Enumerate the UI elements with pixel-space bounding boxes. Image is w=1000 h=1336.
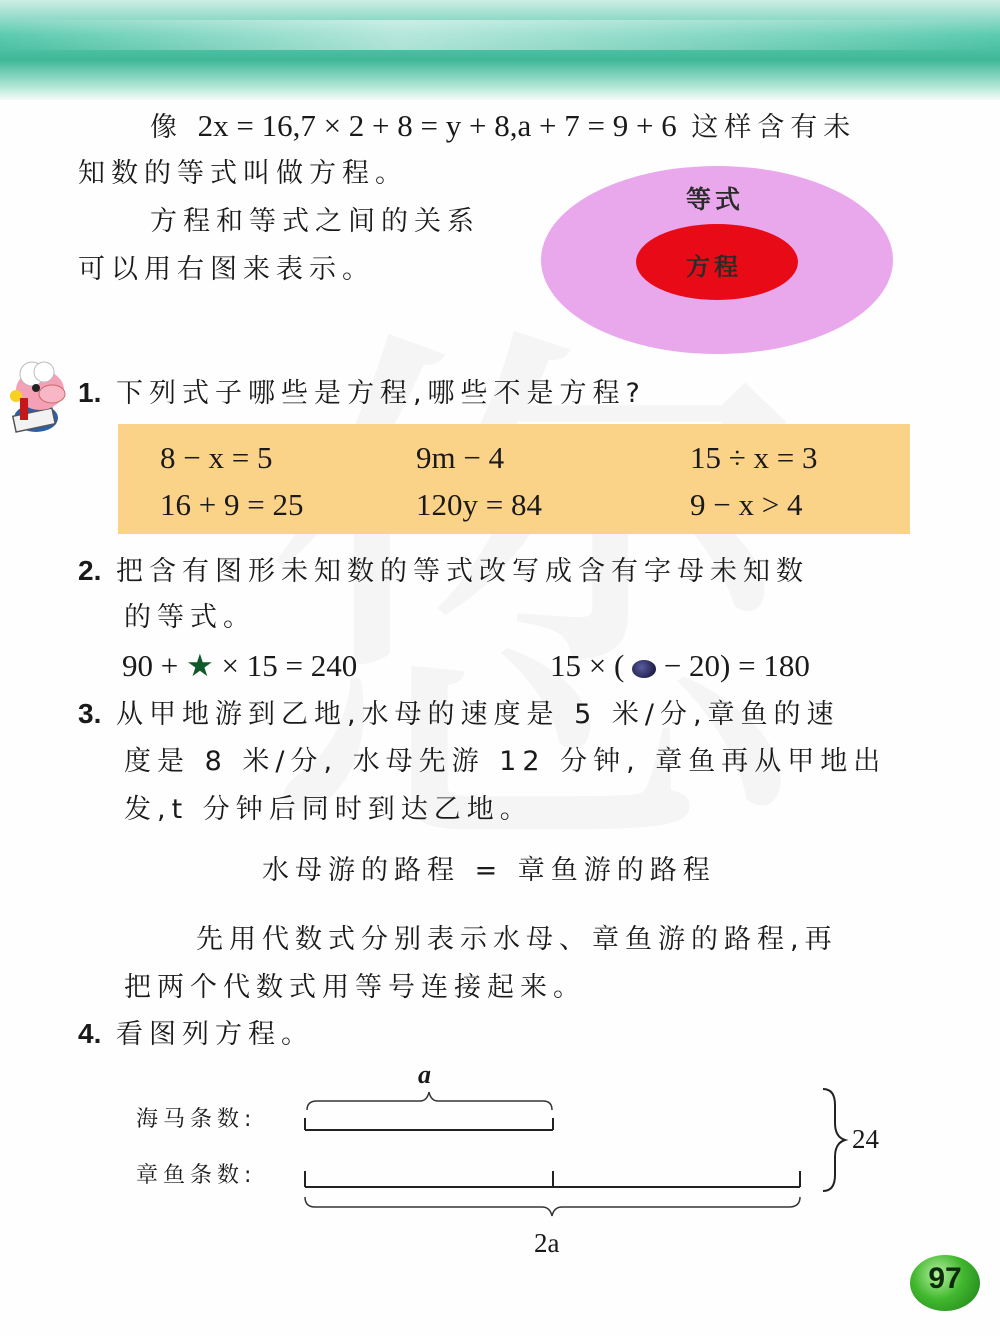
total-label: 24 — [852, 1124, 879, 1154]
q3-tip-1: 先用代数式分别表示水母、章鱼游的路程,再 — [196, 924, 838, 955]
header-highlight — [0, 20, 1000, 50]
intro-line-4: 可以用右图来表示。 — [78, 254, 375, 285]
expr-1: 8 − x = 5 — [160, 440, 273, 475]
expr-2: 9m − 4 — [416, 440, 505, 475]
octopus-bar — [305, 1171, 800, 1187]
octopus-label: 章鱼条数: — [136, 1163, 257, 1188]
expr-4: 16 + 9 = 25 — [160, 487, 304, 522]
expr-3: 15 ÷ x = 3 — [690, 440, 818, 475]
seahorse-label: 海马条数: — [136, 1107, 257, 1132]
q2-equation-1 — [122, 648, 357, 684]
header-banner — [0, 0, 1000, 100]
segment-diagram — [295, 1085, 855, 1225]
q2-number: 2. — [78, 555, 102, 586]
dot-icon — [632, 660, 656, 678]
eq2-part-b: − 20) = 180 — [656, 648, 810, 683]
q2-line-2: 的等式。 — [124, 602, 256, 633]
q2-equation-2 — [550, 648, 810, 684]
top-variable: a — [418, 1060, 431, 1089]
q4-line — [78, 1018, 314, 1051]
q3-tip-2: 把两个代数式用等号连接起来。 — [124, 972, 586, 1003]
intro-line-1 — [150, 110, 856, 144]
venn-outer-label: 等式 — [686, 185, 745, 214]
expr-6: 9 − x > 4 — [690, 487, 803, 522]
q4-text: 看图列方程。 — [115, 1019, 314, 1050]
eq2-part-a: 15 × ( — [550, 648, 633, 683]
q4-number: 4. — [78, 1018, 102, 1049]
q2-text-1: 把含有图形未知数的等式改写成含有字母未知数 — [115, 556, 809, 587]
top-brace — [307, 1092, 552, 1110]
intro-line-2: 知数的等式叫做方程。 — [78, 158, 408, 189]
q1-number: 1. — [78, 377, 102, 408]
venn-inner-label: 方程 — [686, 253, 742, 281]
q3-hint: 水母游的路程 = 章鱼游的路程 — [262, 855, 716, 886]
q1-text: 下列式子哪些是方程,哪些不是方程? — [115, 378, 646, 409]
eq1-part-b: × 15 = 240 — [213, 648, 358, 683]
expr-5: 120y = 84 — [416, 487, 542, 522]
mascot-icon — [4, 360, 76, 436]
bottom-variable: 2a — [534, 1228, 560, 1258]
intro-prefix: 像 — [150, 112, 198, 143]
star-icon: ★ — [185, 648, 214, 683]
intro-suffix: 这样含有未 — [676, 112, 857, 143]
q3-line-2: 度是 8 米/分, 水母先游 12 分钟, 章鱼再从甲地出 — [124, 746, 887, 777]
q3-text-1: 从甲地游到乙地,水母的速度是 5 米/分,章鱼的速 — [115, 699, 840, 730]
q3-number: 3. — [78, 698, 102, 729]
page-number: 97 — [928, 1262, 962, 1295]
q1-line — [78, 377, 646, 410]
q2-line-1 — [78, 555, 809, 588]
eq1-part-a: 90 + — [122, 648, 186, 683]
q3-line-1 — [78, 698, 840, 731]
intro-line-3: 方程和等式之间的关系 — [150, 206, 480, 237]
right-brace — [823, 1089, 845, 1191]
q3-line-3: 发,t 分钟后同时到达乙地。 — [124, 794, 533, 825]
intro-equations: 2x = 16,7 × 2 + 8 = y + 8,a + 7 = 9 + 6 — [197, 108, 677, 143]
bottom-brace — [305, 1197, 800, 1216]
seahorse-bar — [305, 1118, 553, 1130]
